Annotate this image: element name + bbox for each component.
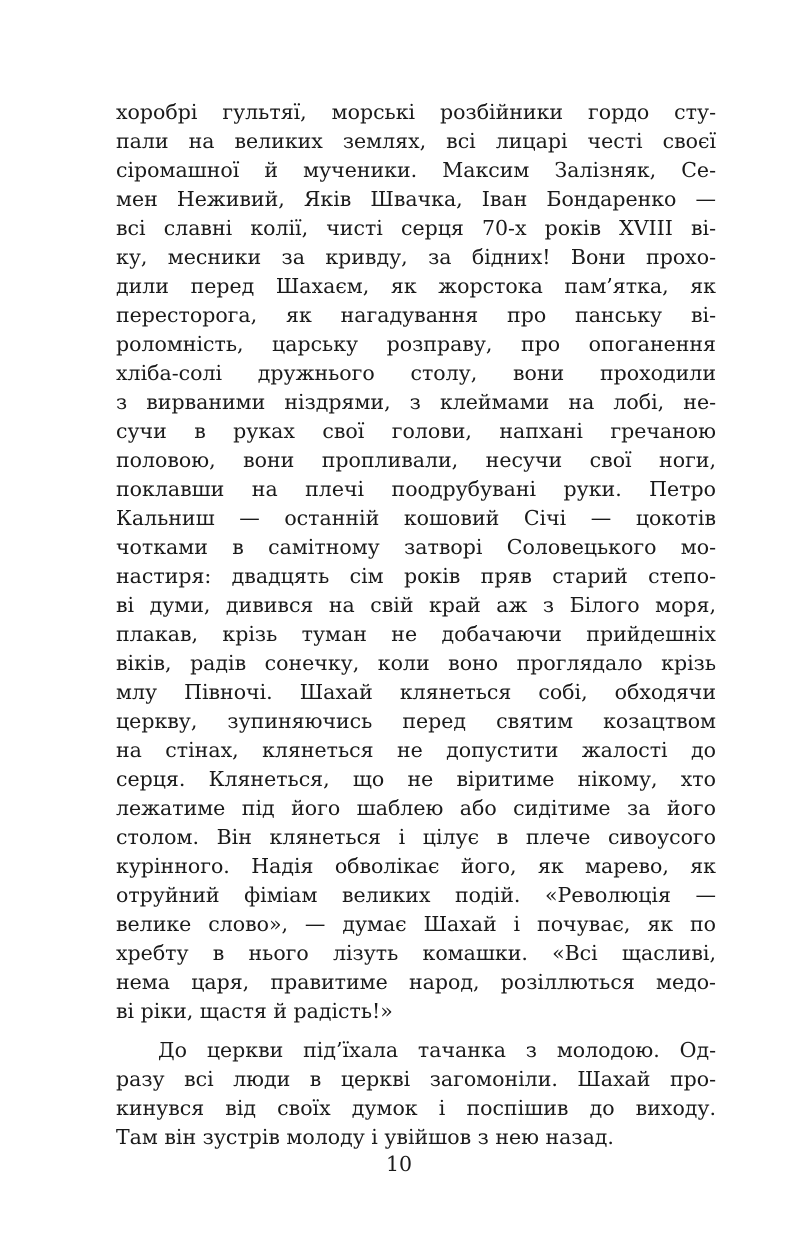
text-line: лежатиме під його шаблею або сидітиме за його	[116, 796, 716, 820]
text-line: хоробрі гультяї, морські розбійники гордо сту-	[116, 100, 716, 124]
page-number: 10	[385, 1152, 413, 1176]
text-line: кинувся від своїх думок і поспішив до виходу.	[116, 1096, 716, 1120]
text-line: До церкви під’їхала тачанка з молодою. Од-	[158, 1038, 716, 1062]
text-line: хліба-солі дружнього столу, вони проходили	[116, 361, 716, 385]
text-line: Там він зустрів молоду і увійшов з нею назад.	[116, 1125, 614, 1149]
text-line: столом. Він клянеться і цілує в плече сивоусого	[116, 825, 716, 849]
text-line: настиря: двадцять сім років пряв старий степо-	[116, 564, 716, 588]
text-line: велике слово», — думає Шахай і почуває, як по	[116, 912, 716, 936]
text-line: з вирваними ніздрями, з клеймами на лобі, не-	[116, 390, 716, 414]
text-line: ку, месники за кривду, за бідних! Вони прохо-	[116, 245, 716, 269]
text-line: плакав, крізь туман не добачаючи прийдешніх	[116, 622, 716, 646]
text-line: мен Неживий, Яків Швачка, Іван Бондаренко —	[116, 187, 716, 211]
text-line: віків, радів сонечку, коли воно проглядало крізь	[116, 651, 716, 675]
text-line: курінного. Надія обволікає його, як марево, як	[116, 854, 716, 878]
text-line: пали на великих землях, всі лицарі честі своєї	[116, 129, 716, 153]
text-line: хребту в нього лізуть комашки. «Всі щасливі,	[116, 941, 716, 965]
text-line: дили перед Шахаєм, як жорстока пам’ятка, як	[116, 274, 716, 298]
text-line: отруйний фіміам великих подій. «Революція —	[116, 883, 716, 907]
text-line: ві ріки, щастя й радість!»	[116, 999, 393, 1023]
body-text	[116, 98, 716, 1152]
text-line: Кальниш — останній кошовий Січі — цокотів	[116, 506, 716, 530]
text-line: сіромашної й мученики. Максим Залізняк, Се-	[116, 158, 716, 182]
text-line: серця. Клянеться, що не віритиме нікому, хто	[116, 767, 716, 791]
text-line: поклавши на плечі поодрубувані руки. Петро	[116, 477, 716, 501]
text-line: роломність, царську розправу, про опоганення	[116, 332, 716, 356]
text-line: млу Півночі. Шахай клянеться собі, обходячи	[116, 680, 716, 704]
text-line: пересторога, як нагадування про панську ві-	[116, 303, 716, 327]
text-line: всі славні колії, чисті серця 70-х років XVIII ві-	[116, 216, 716, 240]
text-line: чотками в самітному затворі Соловецького мо-	[116, 535, 716, 559]
text-line: разу всі люди в церкві загомоніли. Шахай про-	[116, 1067, 716, 1091]
text-line: ві думи, дивився на свій край аж з Білого моря,	[116, 593, 716, 617]
text-line: церкву, зупиняючись перед святим козацтвом	[116, 709, 716, 733]
paragraph	[116, 1036, 716, 1152]
text-line: половою, вони пропливали, несучи свої ноги,	[116, 448, 716, 472]
text-line: сучи в руках свої голови, напхані гречаною	[116, 419, 716, 443]
text-line: на стінах, клянеться не допустити жалості до	[116, 738, 716, 762]
paragraph	[116, 98, 716, 1026]
text-line: нема царя, правитиме народ, розіллються медо-	[116, 970, 716, 994]
paragraph-gap	[116, 1026, 716, 1036]
